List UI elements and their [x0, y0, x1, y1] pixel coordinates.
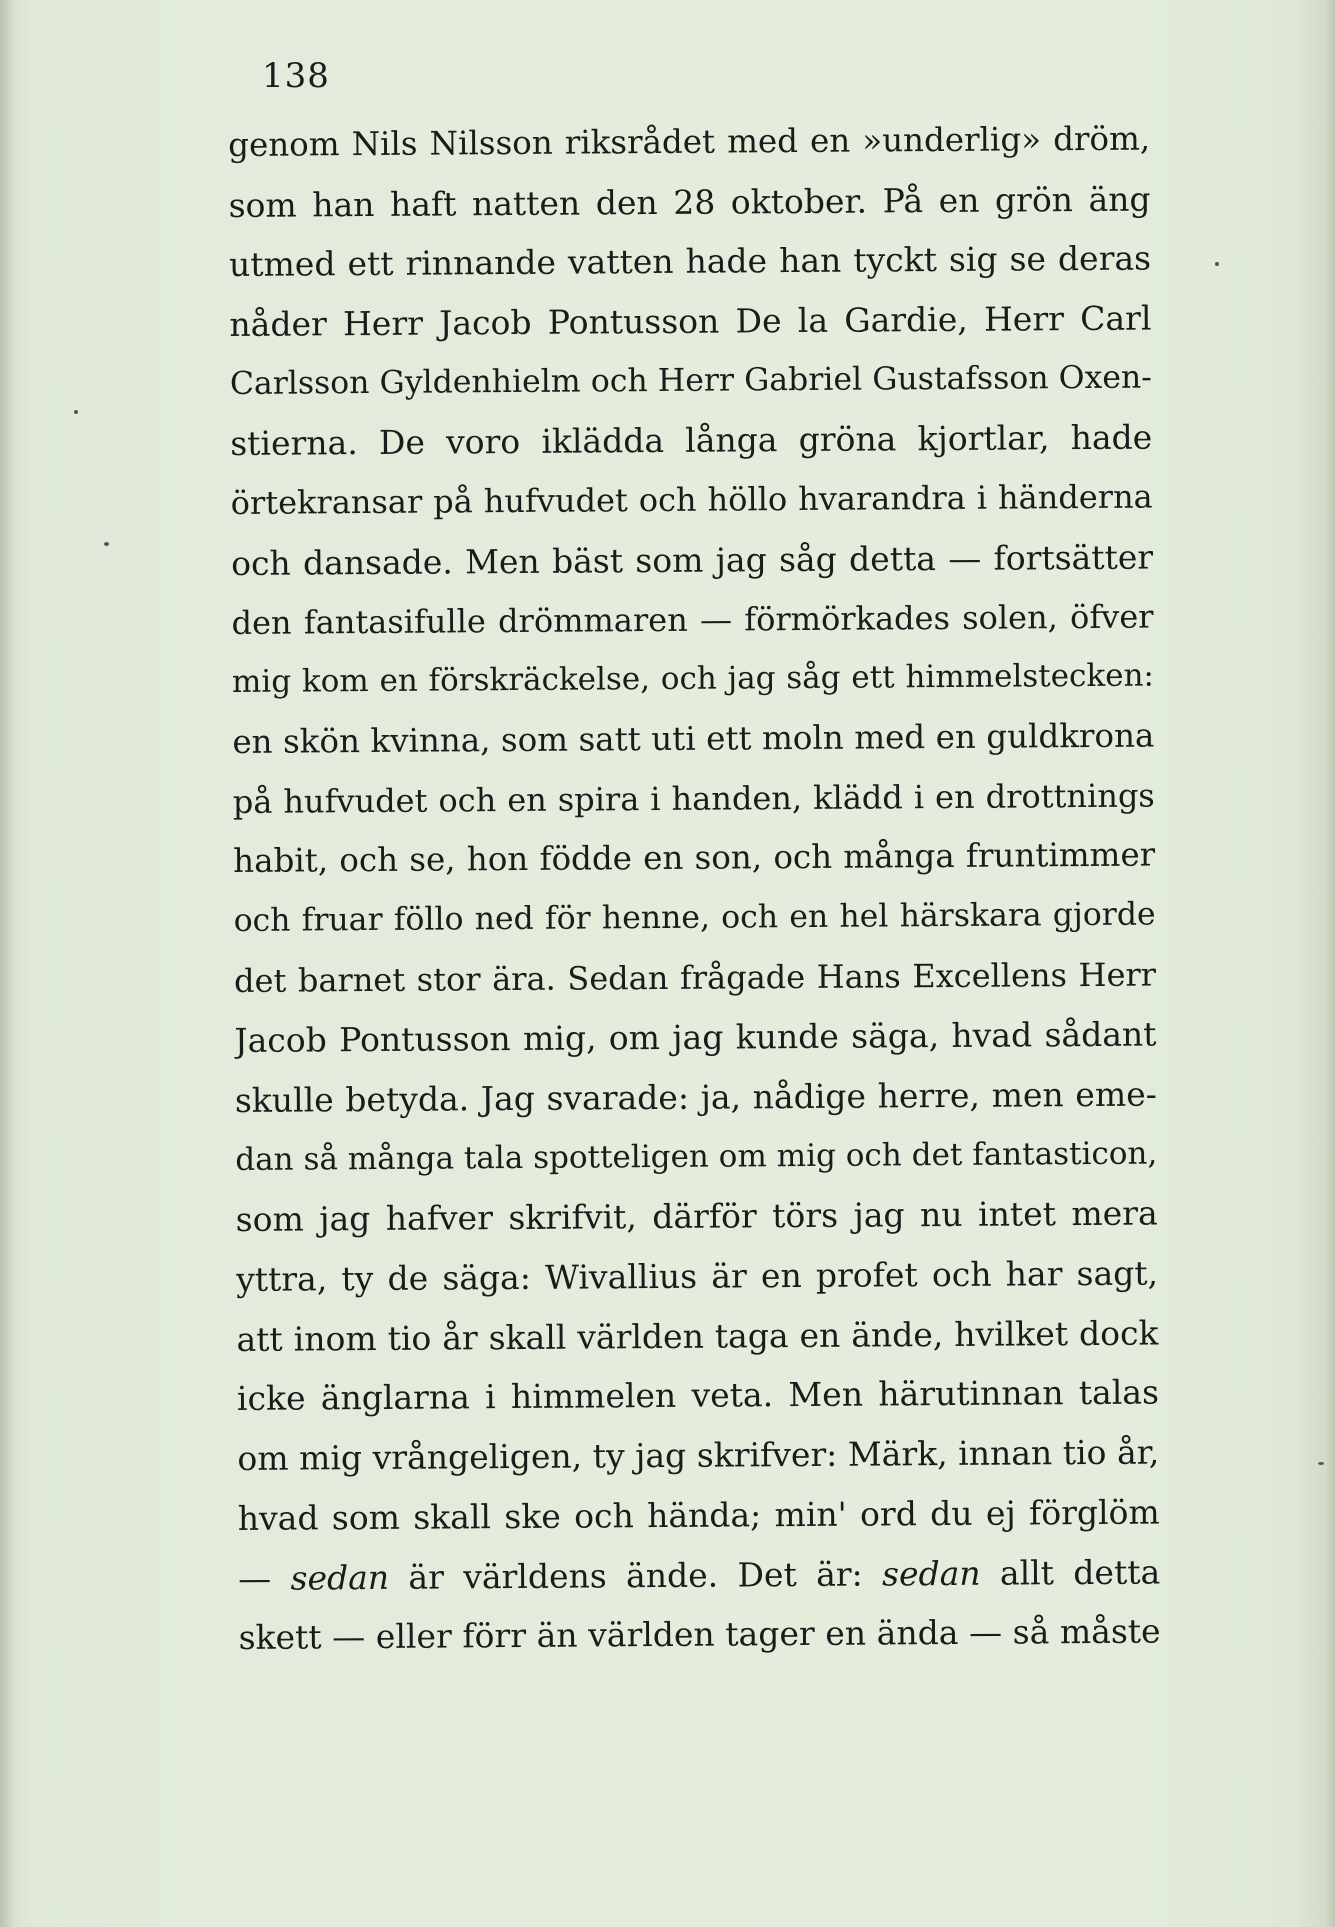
ink-speck	[104, 542, 109, 546]
page-left-edge	[0, 0, 14, 1927]
text-line: att inom tio år skall världen taga en ände, hvilket dock	[236, 1313, 1159, 1359]
text-line: — sedan är världens ände. Det är: sedan allt detta	[238, 1552, 1161, 1598]
body-text	[228, 110, 1161, 1668]
italic-word: sedan	[290, 1557, 390, 1598]
ink-speck	[1215, 262, 1219, 266]
text-line: på hufvudet och en spira i handen, klädd i en drottnings	[232, 776, 1155, 821]
text-line: genom Nils Nilsson riksrådet med en »underlig» dröm,	[228, 119, 1151, 164]
text-line: den fantasifulle drömmaren — förmörkades solen, öfver	[231, 597, 1154, 642]
text-line: örtekransar på hufvudet och höllo hvarandra i händerna	[230, 477, 1153, 523]
ink-speck	[74, 410, 78, 414]
text-line: yttra, ty de säga: Wivallius är en profet och har sagt,	[235, 1253, 1159, 1300]
text-line: Carlsson Gyldenhielm och Herr Gabriel Gustafsson Oxen-	[229, 359, 1152, 402]
page-right-edge	[1325, 0, 1335, 1927]
text-line: icke änglarna i himmelen veta. Men härutinnan talas	[236, 1372, 1160, 1419]
text-line: stierna. De voro iklädda långa gröna kjortlar, hade	[230, 417, 1153, 464]
text-line: skulle betyda. Jag svarade: ja, nådige herre, men eme-	[234, 1074, 1157, 1120]
text-line: och dansade. Men bäst som jag såg detta — fortsätter	[230, 537, 1154, 583]
text-line: en skön kvinna, som satt uti ett moln med en guldkrona	[232, 716, 1155, 761]
text-line: mig kom en förskräckelse, och jag såg ett himmelstecken:	[231, 657, 1155, 701]
text-line: om mig vrångeligen, ty jag skrifver: Märk, innan tio år,	[237, 1432, 1160, 1479]
text-line: dan så många tala spotteligen om mig och det fantasticon,	[235, 1135, 1158, 1178]
text-line: Jacob Pontusson mig, om jag kunde säga, hvad sådant	[234, 1014, 1157, 1061]
page-number: 138	[262, 56, 330, 96]
text-line: utmed ett rinnande vatten hade han tyckt sig se deras	[228, 238, 1152, 285]
text-line: som han haft natten den 28 oktober. På en grön äng	[228, 179, 1151, 225]
text-line: nåder Herr Jacob Pontusson De la Gardie, Herr Carl	[229, 298, 1152, 345]
text-line: och fruar föllo ned för henne, och en hel härskara gjorde	[233, 896, 1156, 939]
text-line: habit, och se, hon födde en son, och många fruntimmer	[233, 835, 1156, 881]
text-line: skett — eller förr än världen tager en ända — så måste	[238, 1611, 1161, 1658]
text-line: det barnet stor ära. Sedan frågade Hans Excellens Herr	[233, 955, 1157, 1000]
italic-word: sedan	[881, 1553, 981, 1593]
ink-speck	[1318, 1462, 1324, 1465]
text-line: hvad som skall ske och hända; min' ord du ej förglöm	[237, 1492, 1160, 1538]
text-line: som jag hafver skrifvit, därför törs jag nu intet mera	[235, 1193, 1158, 1240]
